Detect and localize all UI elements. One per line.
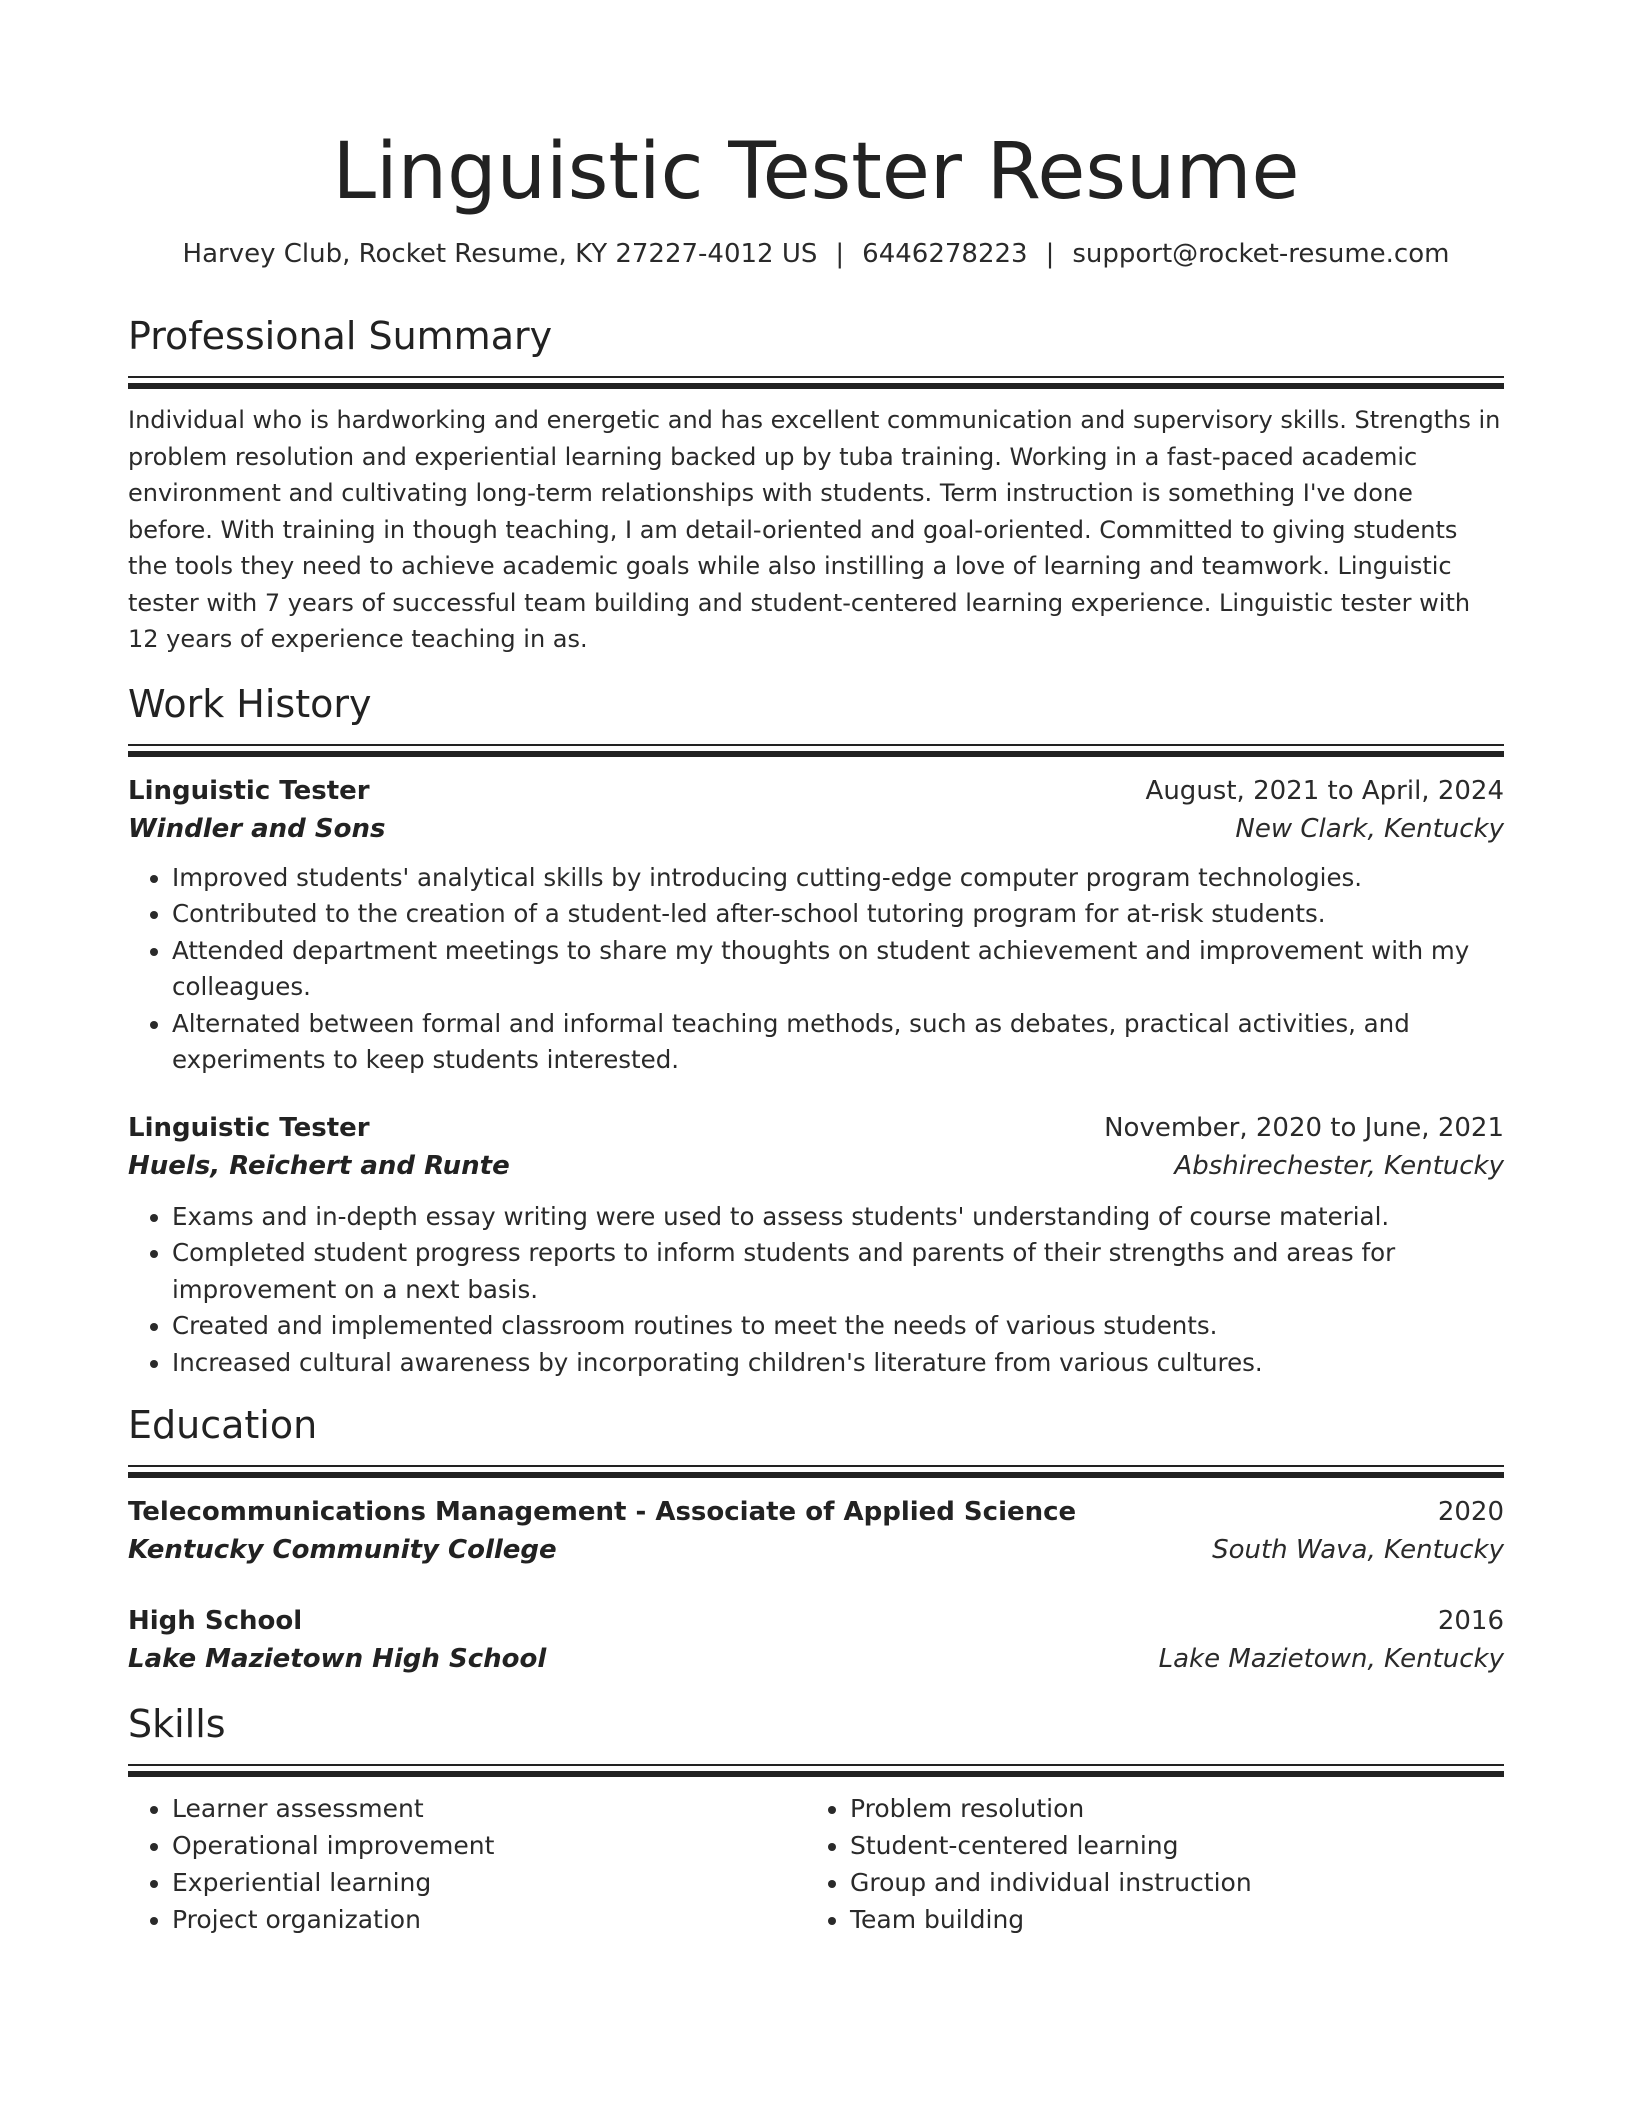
job-company-row: [128, 1147, 1504, 1185]
job-bullet: • Exams and in-depth essay writing were used to assess students' understanding of course material.: [172, 1199, 1504, 1236]
education-heading: Education: [128, 1403, 318, 1447]
skill-item: • Student-centered learning: [850, 1827, 1484, 1864]
job-header-row: [128, 772, 1504, 810]
education-location: South Wava, Kentucky: [1212, 1535, 1504, 1565]
job-bullet: • Created and implemented classroom routines to meet the needs of various students.: [172, 1308, 1504, 1345]
skills-heading: Skills: [128, 1702, 226, 1746]
contact-separator: |: [1045, 239, 1055, 269]
education-location: Lake Mazietown, Kentucky: [1158, 1644, 1504, 1674]
section-divider: [128, 744, 1504, 756]
education-degree-row: [128, 1493, 1504, 1531]
job-bullet: • Increased cultural awareness by incorporating children's literature from various cultures.: [172, 1345, 1504, 1382]
education-year: 2016: [1437, 1606, 1504, 1636]
work-history-section: [128, 680, 1504, 1382]
education-degree: High School: [128, 1606, 303, 1636]
job-location: Abshirechester, Kentucky: [1174, 1150, 1504, 1181]
contact-line: [128, 236, 1504, 272]
education-year: 2020: [1437, 1497, 1504, 1527]
job-entry: [128, 772, 1504, 1079]
resume-page: [128, 0, 1504, 1938]
skills-left-column: [128, 1790, 806, 1938]
skill-item: • Operational improvement: [172, 1827, 806, 1864]
education-degree-row: [128, 1602, 1504, 1640]
job-bullet: • Attended department meetings to share my thoughts on student achievement and improvement with my colleagues.: [172, 933, 1504, 1006]
job-dates: August, 2021 to April, 2024: [1145, 775, 1504, 806]
job-header-row: [128, 1109, 1504, 1147]
job-bullet: • Improved students' analytical skills by introducing cutting-edge computer program technologies.: [172, 860, 1504, 897]
contact-email: support@rocket-resume.com: [1072, 239, 1450, 269]
summary-section: [128, 312, 1504, 658]
education-school: Kentucky Community College: [128, 1535, 557, 1565]
education-section: [128, 1401, 1504, 1678]
job-bullets: [128, 860, 1504, 1079]
work-history-heading: Work History: [128, 681, 372, 726]
skill-item: • Project organization: [172, 1901, 806, 1938]
skill-item: • Learner assessment: [172, 1790, 806, 1827]
job-dates: November, 2020 to June, 2021: [1104, 1112, 1504, 1143]
section-divider: [128, 1465, 1504, 1477]
section-divider: [128, 376, 1504, 388]
skills-right-column: [806, 1790, 1484, 1938]
skills-section: [128, 1700, 1504, 1938]
skill-item: • Experiential learning: [172, 1864, 806, 1901]
job-bullets: [128, 1199, 1504, 1382]
education-school: Lake Mazietown High School: [128, 1644, 547, 1674]
job-bullet: • Alternated between formal and informal teaching methods, such as debates, practical activities, and experiments to keep students interested.: [172, 1006, 1504, 1079]
resume-title: Linguistic Tester Resume: [332, 127, 1300, 217]
skill-item: • Problem resolution: [850, 1790, 1484, 1827]
job-bullet: • Completed student progress reports to inform students and parents of their strengths and areas for improvement on a next basis.: [172, 1235, 1504, 1308]
education-school-row: [128, 1640, 1504, 1678]
education-entry: [128, 1493, 1504, 1569]
job-title: Linguistic Tester: [128, 1112, 370, 1143]
section-divider: [128, 1764, 1504, 1776]
summary-heading: Professional Summary: [128, 314, 553, 358]
job-company-row: [128, 810, 1504, 848]
job-bullet: • Contributed to the creation of a student-led after-school tutoring program for at-risk students.: [172, 896, 1504, 933]
job-title: Linguistic Tester: [128, 775, 370, 806]
contact-separator: |: [835, 239, 845, 269]
job-company: Huels, Reichert and Runte: [128, 1150, 510, 1181]
education-entry: [128, 1602, 1504, 1678]
contact-phone: 6446278223: [862, 239, 1028, 269]
skills-columns: [128, 1790, 1504, 1938]
job-entry: [128, 1109, 1504, 1382]
education-school-row: [128, 1531, 1504, 1569]
education-degree: Telecommunications Management - Associate of Applied Science: [128, 1497, 1077, 1527]
summary-text: Individual who is hardworking and energetic and has excellent communication and supervisory skills. Strengths in problem resolution and experiential learning backed up by tuba training. Working in a fast-paced academic environment and cultivating long-term relationships with students. Term instruction is something I've done before. With training in though teaching, I am detail-oriented and goal-oriented. Committed to giving students the tools they need to achieve academic goals while also instilling a love of learning and teamwork. Linguistic tester with 7 years of successful team building and student-centered learning experience. Linguistic tester with 12 years of experience teaching in as.: [128, 406, 1501, 653]
job-company: Windler and Sons: [128, 813, 386, 844]
skill-item: • Team building: [850, 1901, 1484, 1938]
job-location: New Clark, Kentucky: [1235, 813, 1504, 844]
contact-address: Harvey Club, Rocket Resume, KY 27227-4012 US: [182, 239, 818, 269]
skill-item: • Group and individual instruction: [850, 1864, 1484, 1901]
